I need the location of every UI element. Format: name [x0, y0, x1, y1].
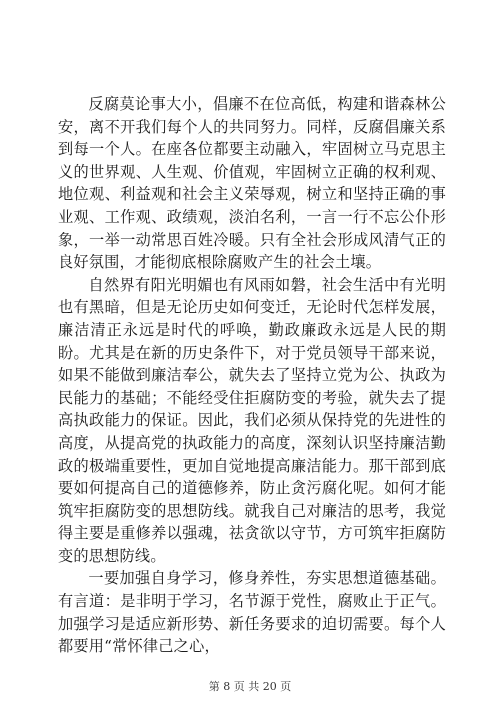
paragraph-3: 一要加强自身学习，修身养性，夯实思想道德基础。有言道：是非明于学习，名节源于党性，腐败止于正气。加强学习是适应新形势、新任务要求的迫切需要。每个人都要用“常怀律己之心，: [58, 569, 446, 656]
paragraph-1: 反腐莫论事大小，倡廉不在位高低，构建和谐森林公安，离不开我们每个人的共同努力。同样，反腐倡廉关系到每一个人。在座各位都要主动融入，牢固树立马克思主义的世界观、人生观、价值观，牢固树立正确的权利观、地位观、利益观和社会主义荣辱观，树立和坚持正确的事业观、工作观、政绩观，淡泊名利，一言一行不忘公仆形象，一举一动常思百姓冷暖。只有全社会形成风清气正的良好氛围，才能彻底根除腐败产生的社会土壤。: [58, 95, 446, 272]
page-footer: 第 8 页 共 20 页: [208, 680, 292, 693]
body-text: [58, 93, 446, 658]
paragraph-2: 自然界有阳光明媚也有风雨如磐，社会生活中有光明也有黑暗，但是无论历史如何变迁，无论时代怎样发展，廉洁清正永远是时代的呼唤，勤政廉政永远是人民的期盼。尤其是在新的历史条件下，对于党员领导干部来说，如果不能做到廉洁奉公，就失去了坚持立党为公、执政为民能力的基础；不能经受住拒腐防变的考验，就失去了提高执政能力的保证。因此，我们必须从保持党的先进性的高度，从提高党的执政能力的高度，深刻认识坚持廉洁勤政的极端重要性，更加自觉地提高廉洁能力。那干部到底要如何提高自己的道德修养，防止贪污腐化呢。如何才能筑牢拒腐防变的思想防线。就我自己对廉洁的思考，我觉得主要是重修养以强魂，祛贪欲以守节，方可筑牢拒腐防变的思想防线。: [58, 275, 446, 565]
